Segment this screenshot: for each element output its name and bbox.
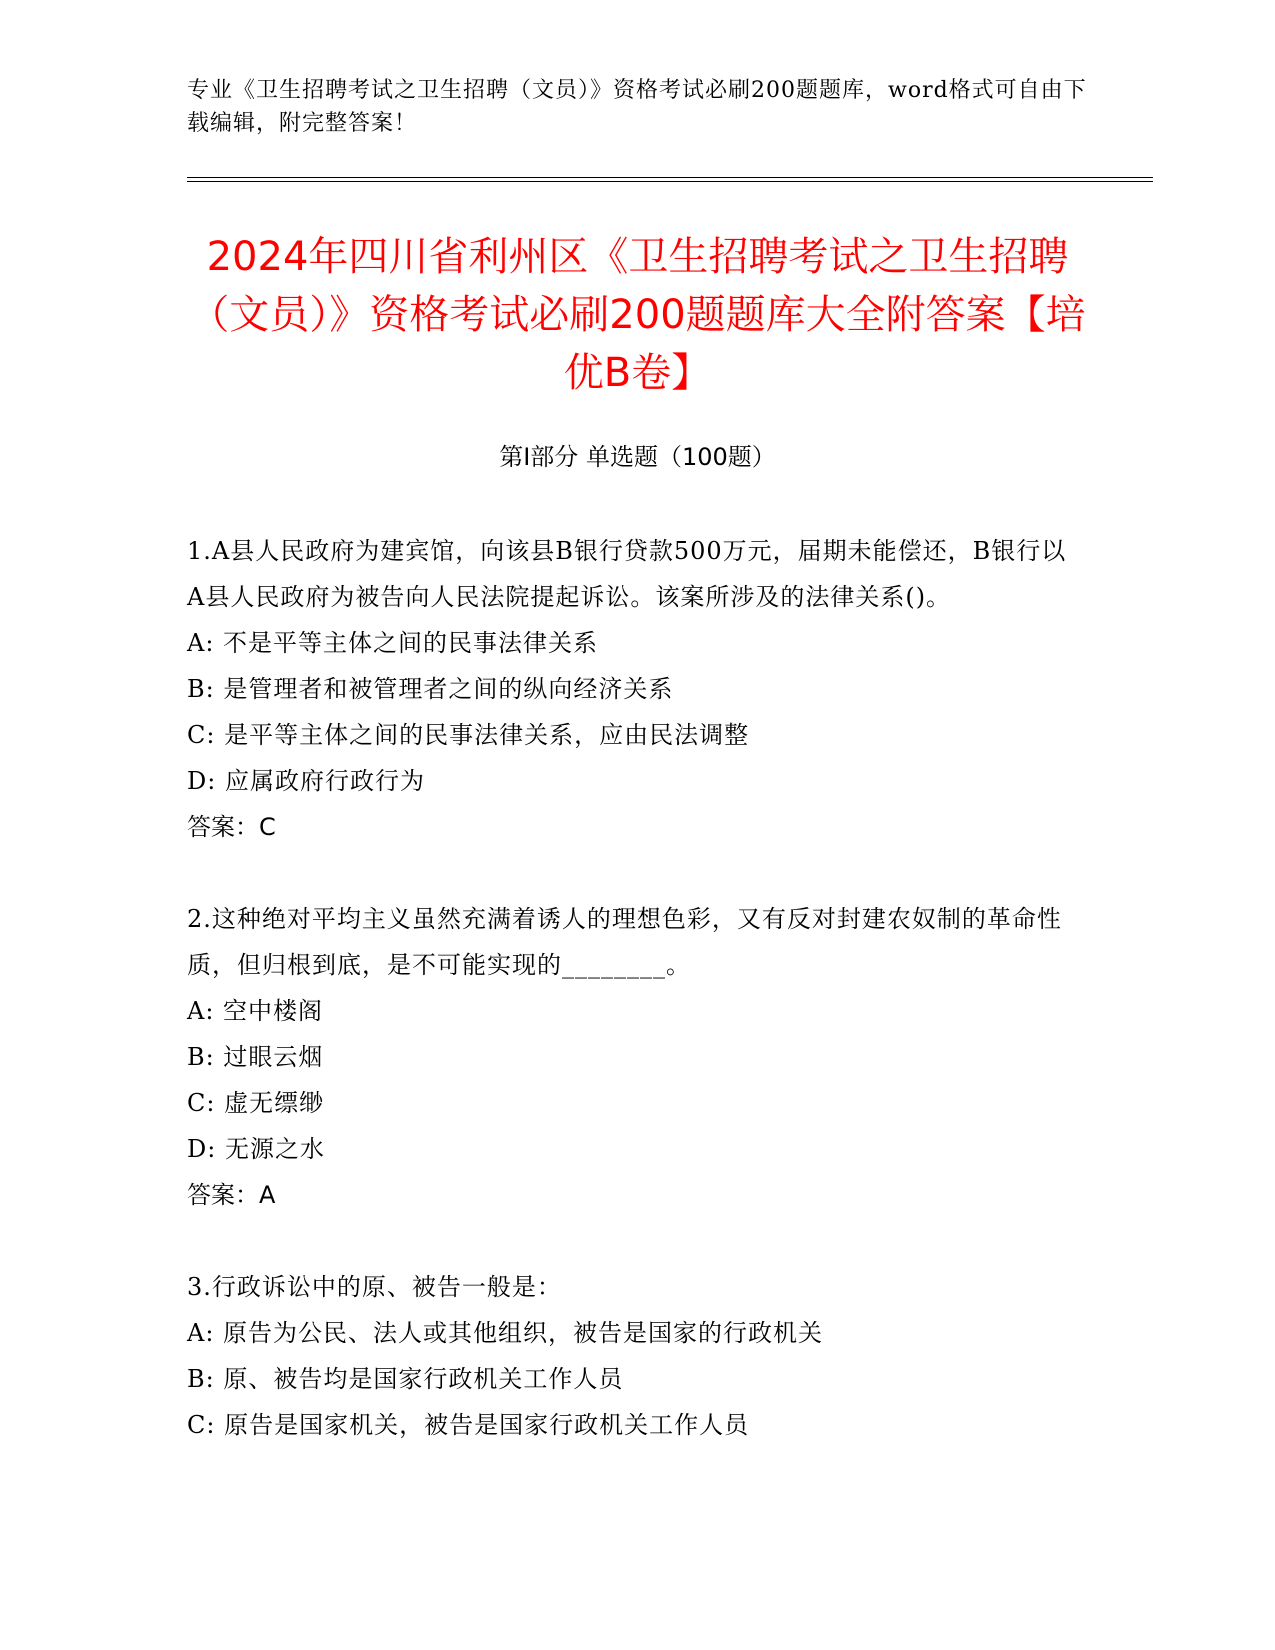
option-c: C: 虚无缥缈 xyxy=(187,1089,325,1117)
section-title: 第I部分 单选题（100题） xyxy=(499,443,776,471)
question-3 xyxy=(187,1264,1077,1448)
option-a: A: 空中楼阁 xyxy=(187,997,324,1025)
header-divider-bottom xyxy=(187,181,1153,182)
question-stem: 2.这种绝对平均主义虽然充满着诱人的理想色彩，又有反对封建农奴制的革命性质，但归根到底，是不可能实现的________。 xyxy=(187,905,1062,979)
question-list xyxy=(187,528,1077,1494)
question-2 xyxy=(187,896,1077,1218)
option-d: D: 应属政府行政行为 xyxy=(187,767,425,795)
document-title: 2024年四川省利州区《卫生招聘考试之卫生招聘（文员）》资格考试必刷200题题库大全附答案【培优B卷】 xyxy=(189,234,1086,396)
option-d: D: 无源之水 xyxy=(187,1135,325,1163)
question-1 xyxy=(187,528,1077,850)
option-a: A: 原告为公民、法人或其他组织，被告是国家的行政机关 xyxy=(187,1319,824,1347)
option-b: B: 过眼云烟 xyxy=(187,1043,324,1071)
option-a: A: 不是平等主体之间的民事法律关系 xyxy=(187,629,599,657)
option-c: C: 是平等主体之间的民事法律关系，应由民法调整 xyxy=(187,721,750,749)
option-b: B: 原、被告均是国家行政机关工作人员 xyxy=(187,1365,624,1393)
option-b: B: 是管理者和被管理者之间的纵向经济关系 xyxy=(187,675,674,703)
question-stem: 1.A县人民政府为建宾馆，向该县B银行贷款500万元，届期未能偿还，B银行以A县人民政府为被告向人民法院提起诉讼。该案所涉及的法律关系()。 xyxy=(187,537,1067,611)
header-note: 专业《卫生招聘考试之卫生招聘（文员）》资格考试必刷200题题库，word格式可自由下载编辑，附完整答案！ xyxy=(187,78,1087,136)
option-c: C: 原告是国家机关，被告是国家行政机关工作人员 xyxy=(187,1411,750,1439)
question-stem: 3.行政诉讼中的原、被告一般是： xyxy=(187,1273,562,1301)
header-divider-top xyxy=(187,177,1153,178)
answer: 答案：C xyxy=(187,813,276,841)
answer: 答案：A xyxy=(187,1181,276,1209)
